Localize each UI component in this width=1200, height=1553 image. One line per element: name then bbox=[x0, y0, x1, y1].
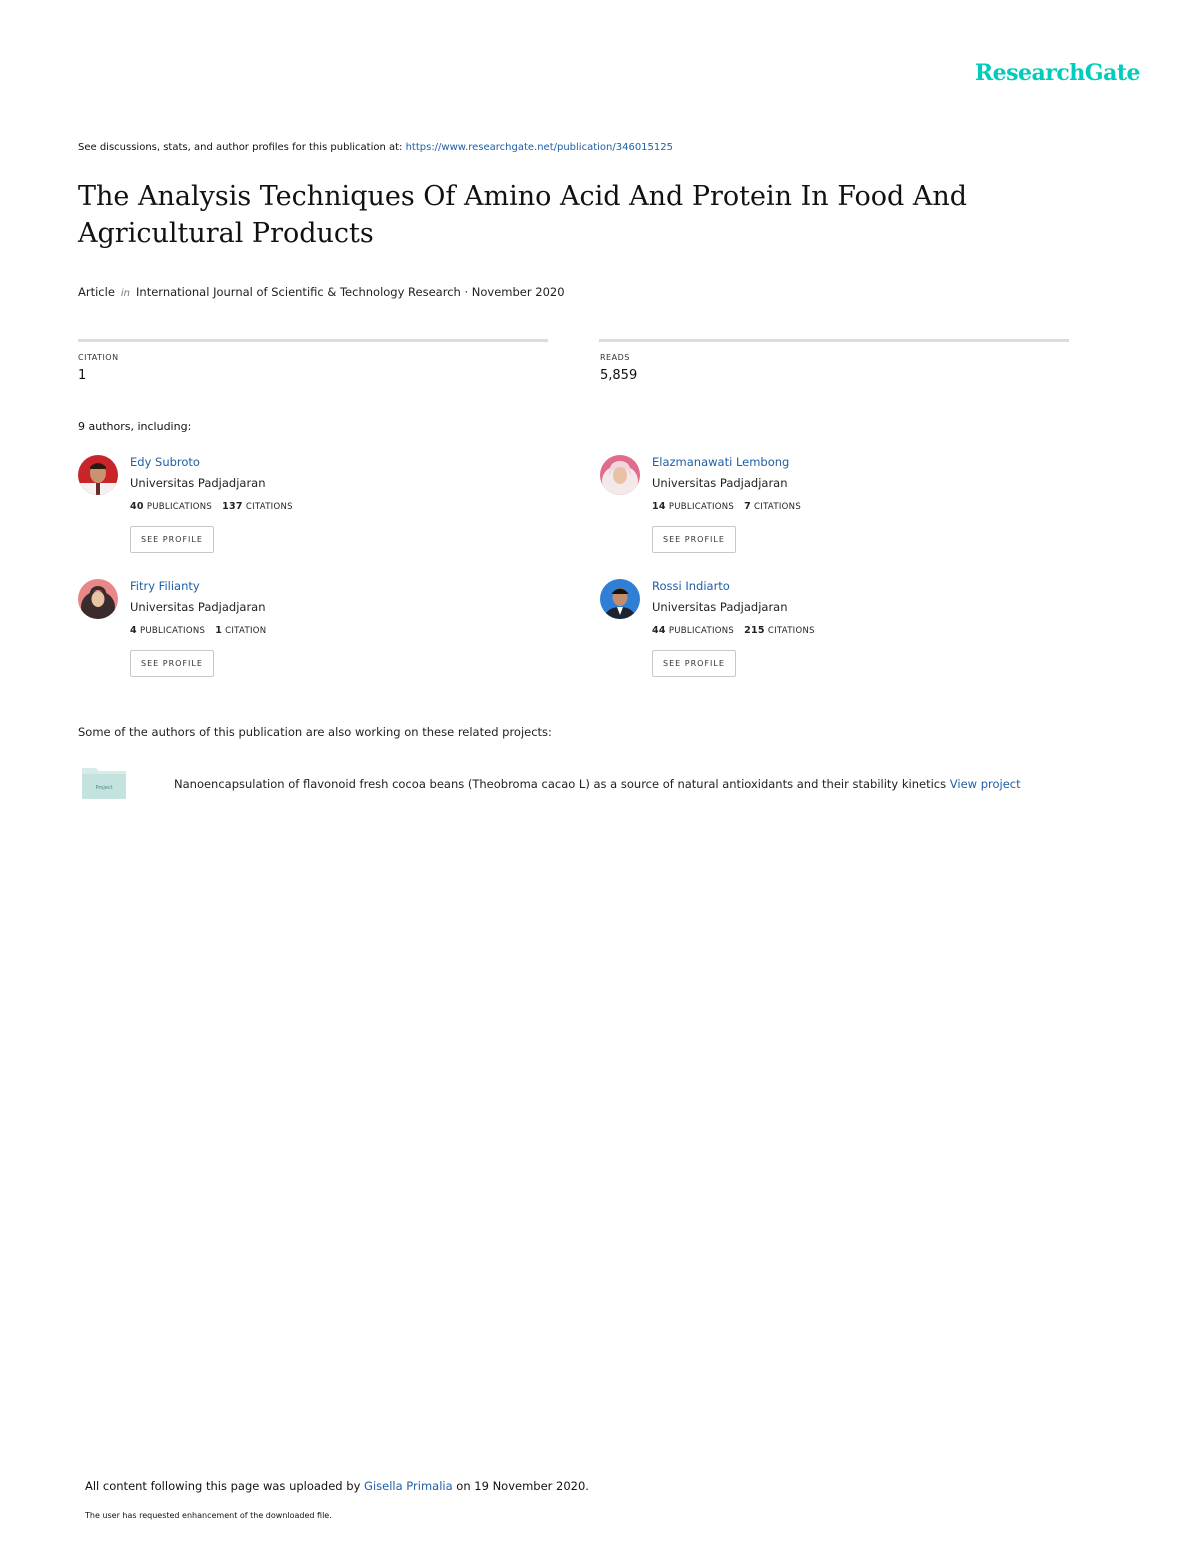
author-institution: Universitas Padjadjaran bbox=[652, 476, 788, 490]
publication-count: 14 bbox=[652, 501, 666, 512]
publication-count: 44 bbox=[652, 625, 666, 636]
see-profile-button[interactable]: SEE PROFILE bbox=[652, 526, 736, 553]
publication-title: The Analysis Techniques Of Amino Acid And Protein In Food And Agricultural Products bbox=[78, 181, 968, 249]
citations-label: CITATIONS bbox=[754, 502, 802, 512]
publications-label: PUBLICATIONS bbox=[668, 502, 735, 512]
project-title: Nanoencapsulation of flavonoid fresh cocoa beans (Theobroma cacao L) as a source of natural antioxidants and their stability kinetics bbox=[174, 777, 950, 791]
researchgate-logo[interactable]: ResearchGate bbox=[974, 60, 1140, 86]
project-description bbox=[174, 777, 1021, 791]
avatar[interactable] bbox=[78, 455, 118, 495]
publications-label: PUBLICATIONS bbox=[668, 626, 735, 636]
article-type: Article bbox=[78, 285, 115, 299]
authors-heading: 9 authors, including: bbox=[78, 420, 192, 433]
publications-label: PUBLICATIONS bbox=[139, 626, 206, 636]
divider-left bbox=[78, 339, 548, 342]
author-institution: Universitas Padjadjaran bbox=[652, 600, 788, 614]
see-profile-button[interactable]: SEE PROFILE bbox=[130, 650, 214, 677]
author-card bbox=[78, 455, 478, 585]
discussion-prefix: See discussions, stats, and author profiles for this publication at: bbox=[78, 142, 406, 153]
publications-label: PUBLICATIONS bbox=[146, 502, 213, 512]
author-name-link[interactable]: Fitry Filianty bbox=[130, 579, 200, 593]
see-profile-button[interactable]: SEE PROFILE bbox=[130, 526, 214, 553]
citations-label: CITATIONS bbox=[245, 502, 293, 512]
citation-count: 1 bbox=[215, 625, 223, 636]
avatar[interactable] bbox=[600, 455, 640, 495]
in-label: in bbox=[120, 288, 131, 299]
author-card bbox=[600, 579, 1000, 709]
publication-url-link[interactable]: https://www.researchgate.net/publication/346015125 bbox=[405, 142, 673, 153]
citation-count: 7 bbox=[744, 501, 752, 512]
publication-count: 40 bbox=[130, 501, 144, 512]
author-stats bbox=[130, 625, 266, 636]
author-stats bbox=[130, 501, 293, 512]
author-institution: Universitas Padjadjaran bbox=[130, 476, 266, 490]
avatar[interactable] bbox=[78, 579, 118, 619]
uploaded-prefix: All content following this page was uploaded by bbox=[85, 1479, 365, 1493]
author-name-link[interactable]: Edy Subroto bbox=[130, 455, 200, 469]
upload-notice bbox=[85, 1479, 589, 1493]
project-folder-icon[interactable] bbox=[82, 765, 126, 799]
author-institution: Universitas Padjadjaran bbox=[130, 600, 266, 614]
citation-label: CITATION bbox=[78, 353, 119, 362]
citation-count: 215 bbox=[744, 625, 765, 636]
publication-count: 4 bbox=[130, 625, 137, 636]
venue: International Journal of Scientific & Technology Research · November 2020 bbox=[136, 285, 565, 299]
reads-label: READS bbox=[600, 353, 630, 362]
citations-label: CITATION bbox=[225, 626, 267, 636]
view-project-link[interactable]: View project bbox=[949, 777, 1021, 791]
publication-meta bbox=[78, 285, 565, 299]
citation-count: 137 bbox=[222, 501, 243, 512]
author-card bbox=[600, 455, 1000, 585]
author-name-link[interactable]: Rossi Indiarto bbox=[652, 579, 730, 593]
discussion-line bbox=[78, 142, 673, 153]
avatar[interactable] bbox=[600, 579, 640, 619]
author-stats bbox=[652, 625, 815, 636]
author-card bbox=[78, 579, 478, 709]
divider-right bbox=[599, 339, 1069, 342]
citations-label: CITATIONS bbox=[767, 626, 815, 636]
uploaded-suffix: on 19 November 2020. bbox=[452, 1479, 589, 1493]
author-name-link[interactable]: Elazmanawati Lembong bbox=[652, 455, 790, 469]
uploader-link[interactable]: Gisella Primalia bbox=[364, 1479, 453, 1493]
related-projects-heading: Some of the authors of this publication are also working on these related projects: bbox=[78, 725, 552, 739]
see-profile-button[interactable]: SEE PROFILE bbox=[652, 650, 736, 677]
citation-count: 1 bbox=[78, 368, 87, 383]
author-stats bbox=[652, 501, 801, 512]
project-icon-label: Project bbox=[95, 785, 113, 791]
reads-count: 5,859 bbox=[600, 368, 638, 383]
enhancement-note: The user has requested enhancement of the downloaded file. bbox=[85, 1511, 332, 1520]
